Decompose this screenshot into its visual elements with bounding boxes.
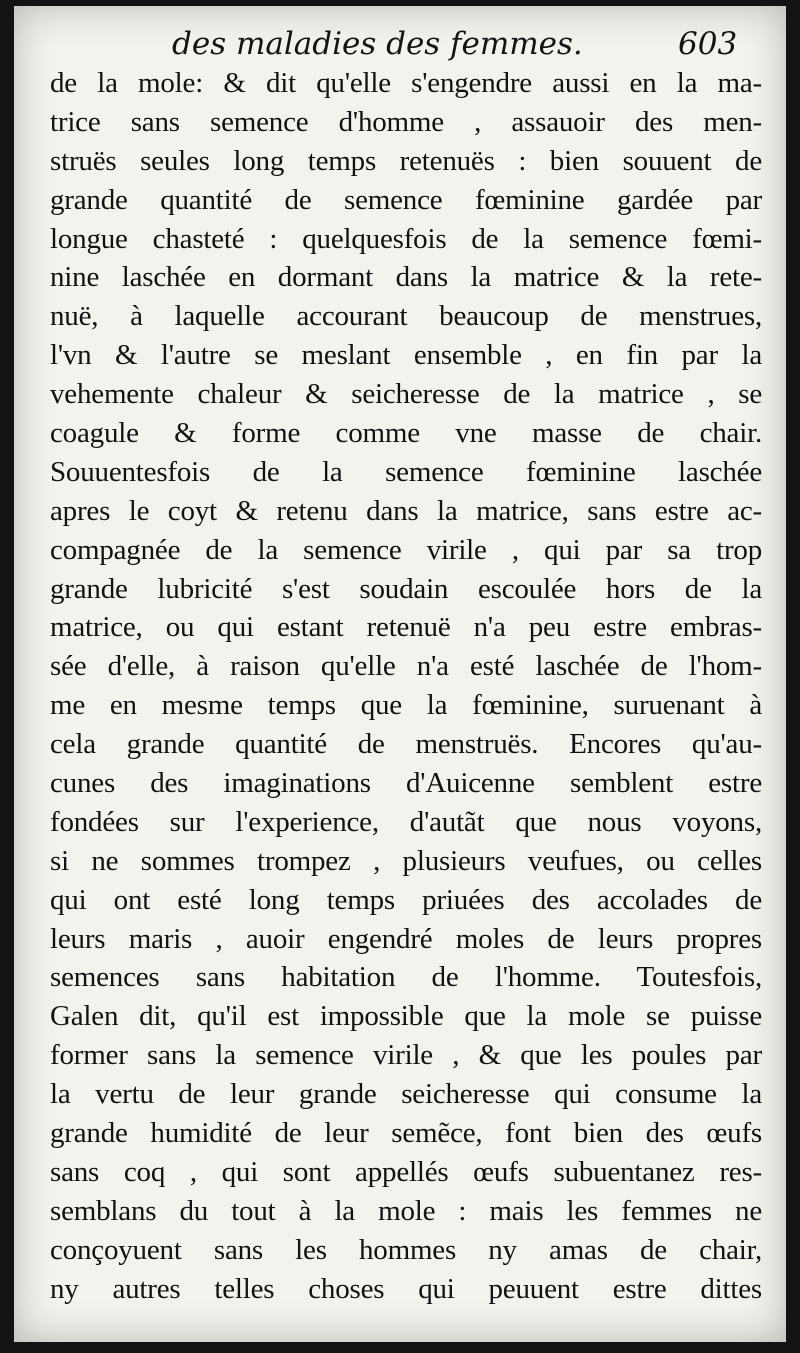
text-line: nuë, à laquelle accourant beaucoup de menstrues, (50, 300, 762, 333)
text-line: compagnée de la semence virile , qui par sa trop (50, 533, 762, 566)
page-number: 603 (678, 26, 738, 62)
text-line: qui ont esté long temps priuées des accolades de (50, 883, 762, 916)
text-line: grande quantité de semence fœminine gardée par (50, 183, 762, 216)
text-line: matrice, ou qui estant retenuë n'a peu estre embras- (50, 611, 762, 644)
text-line: leurs maris , auoir engendré moles de leurs propres (50, 922, 762, 955)
text-line: conçoyuent sans les hommes ny amas de chair, (50, 1233, 762, 1266)
text-line: ny autres telles choses qui peuuent estre dittes (50, 1272, 762, 1305)
text-line: sée d'elle, à raison qu'elle n'a esté laschée de l'hom- (50, 650, 762, 683)
text-line: grande humidité de leur semẽce, font bien des œufs (50, 1117, 762, 1150)
text-line: struës seules long temps retenuës : bien souuent de (50, 144, 762, 177)
running-title: des maladies des femmes. (172, 26, 583, 62)
text-line: semblans du tout à la mole : mais les femmes ne (50, 1194, 762, 1227)
text-line: la vertu de leur grande seicheresse qui consume la (50, 1078, 762, 1111)
text-line: nine laschée en dormant dans la matrice & la rete- (50, 261, 762, 294)
text-line: trice sans semence d'homme , assauoir des men- (50, 105, 762, 138)
text-line: grande lubricité s'est soudain escoulée hors de la (50, 572, 762, 605)
text-line: longue chasteté : quelquesfois de la semence fœmi- (50, 222, 762, 255)
text-line: sans coq , qui sont appellés œufs subuentanez res- (50, 1155, 762, 1188)
text-line: cela grande quantité de menstruës. Encores qu'au- (50, 728, 762, 761)
text-line: former sans la semence virile , & que les poules par (50, 1039, 762, 1072)
page-paper (14, 6, 786, 1342)
text-line: Souuentesfois de la semence fœminine laschée (50, 455, 762, 488)
text-line: Galen dit, qu'il est impossible que la mole se puisse (50, 1000, 762, 1033)
text-line: coagule & forme comme vne masse de chair. (50, 417, 762, 450)
text-line: apres le coyt & retenu dans la matrice, sans estre ac- (50, 494, 762, 527)
text-line: vehemente chaleur & seicheresse de la matrice , se (50, 378, 762, 411)
text-line: cunes des imaginations d'Auicenne semblent estre (50, 767, 762, 800)
text-line: si ne sommes trompez , plusieurs veufues, ou celles (50, 844, 762, 877)
text-line: me en mesme temps que la fœminine, suruenant à (50, 689, 762, 722)
text-line: l'vn & l'autre se meslant ensemble , en fin par la (50, 339, 762, 372)
text-line: fondées sur l'experience, d'autãt que nous voyons, (50, 805, 762, 838)
text-line: de la mole: & dit qu'elle s'engendre aussi en la ma- (50, 67, 762, 99)
text-line: semences sans habitation de l'homme. Toutesfois, (50, 961, 762, 994)
page-header (14, 20, 786, 70)
body-text (50, 64, 762, 1309)
